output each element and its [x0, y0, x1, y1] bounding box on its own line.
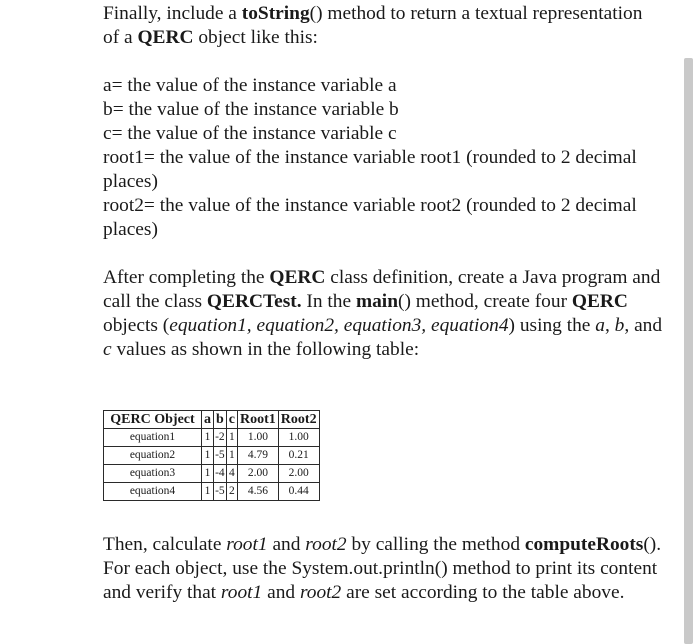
qerc-table-container	[103, 410, 320, 501]
intro-bold-qerc: QERC	[137, 27, 194, 48]
cell-b: -5	[214, 447, 227, 465]
cell-a: 1	[202, 465, 214, 483]
closing-paragraph	[103, 533, 663, 605]
cell-c: 1	[226, 447, 237, 465]
p2-text: , and	[624, 315, 663, 336]
p3-text: Then, calculate	[103, 534, 227, 555]
table-row	[104, 447, 320, 465]
p2-bold-qerc-2: QERC	[571, 291, 628, 312]
cell-root1: 4.56	[238, 483, 279, 501]
table-header-row	[104, 411, 320, 429]
p2-bold-qerc: QERC	[269, 267, 326, 288]
p2-text: In the	[301, 291, 356, 312]
p2-italic-c: c	[103, 339, 112, 360]
header-root2: Root2	[278, 411, 319, 429]
instructions-paragraph	[103, 266, 663, 362]
p2-text: ,	[604, 315, 615, 336]
p3-text: and	[267, 534, 306, 555]
p3-italic-root1-2: root1	[220, 582, 263, 603]
intro-text-2: () method to return a textual representation of a	[103, 3, 643, 48]
p2-text: values as shown in the following table:	[111, 339, 420, 360]
cell-object: equation4	[104, 483, 202, 501]
header-a: a	[202, 411, 214, 429]
vertical-scrollbar[interactable]	[684, 58, 693, 644]
p2-bold-qerctest: QERCTest.	[206, 291, 302, 312]
cell-root2: 0.44	[278, 483, 319, 501]
cell-root1: 1.00	[238, 429, 279, 447]
p3-text: are set according to the table above.	[341, 582, 625, 603]
cell-c: 1	[226, 429, 237, 447]
cell-a: 1	[202, 483, 214, 501]
cell-b: -4	[214, 465, 227, 483]
p2-text: () method, create four	[397, 291, 572, 312]
p2-italic-equations: equation1, equation2, equation3, equation4	[169, 315, 509, 336]
table-row	[104, 429, 320, 447]
p2-italic-a: a	[595, 315, 605, 336]
cell-object: equation3	[104, 465, 202, 483]
var-line-root2: root2= the value of the instance variable root2 (rounded to 2 decimal places)	[103, 195, 637, 240]
cell-root2: 1.00	[278, 429, 319, 447]
p3-text: by calling the method	[346, 534, 525, 555]
table-row	[104, 465, 320, 483]
p2-italic-b: b	[614, 315, 625, 336]
cell-b: -2	[214, 429, 227, 447]
intro-paragraph	[103, 2, 663, 50]
cell-c: 2	[226, 483, 237, 501]
header-qerc-object: QERC Object	[104, 411, 202, 429]
p3-italic-root1: root1	[226, 534, 268, 555]
p2-text: objects (	[103, 315, 170, 336]
p3-bold-computeroots: computeRoots	[524, 534, 644, 555]
table-row	[104, 483, 320, 501]
cell-c: 4	[226, 465, 237, 483]
cell-a: 1	[202, 429, 214, 447]
cell-root1: 2.00	[238, 465, 279, 483]
intro-text-1: Finally, include a	[103, 3, 242, 24]
cell-root2: 0.21	[278, 447, 319, 465]
header-c: c	[226, 411, 237, 429]
closing-paragraph-container	[103, 533, 663, 605]
p3-italic-root2: root2	[305, 534, 347, 555]
p2-text: After completing the	[103, 267, 270, 288]
qerc-table	[103, 410, 320, 501]
p2-bold-main: main	[355, 291, 398, 312]
intro-text-3: object like this:	[193, 27, 318, 48]
cell-root1: 4.79	[238, 447, 279, 465]
cell-root2: 2.00	[278, 465, 319, 483]
p3-text: (). For each object, use the System.out.println() method to print its content and verify that	[103, 534, 662, 603]
var-line-b: b= the value of the instance variable b	[103, 99, 399, 120]
p3-italic-root2-2: root2	[299, 582, 342, 603]
header-root1: Root1	[238, 411, 279, 429]
cell-object: equation1	[104, 429, 202, 447]
intro-bold-tostring: toString	[241, 3, 310, 24]
p2-text: ) using the	[508, 315, 596, 336]
var-line-root1: root1= the value of the instance variable root1 (rounded to 2 decimal places)	[103, 147, 637, 192]
header-b: b	[214, 411, 227, 429]
cell-object: equation2	[104, 447, 202, 465]
document-body	[103, 2, 663, 362]
var-line-a: a= the value of the instance variable a	[103, 75, 397, 96]
var-line-c: c= the value of the instance variable c	[103, 123, 397, 144]
cell-b: -5	[214, 483, 227, 501]
p2-text: class definition, create a Java program and call the class	[103, 267, 661, 312]
cell-a: 1	[202, 447, 214, 465]
p3-text: and	[262, 582, 300, 603]
